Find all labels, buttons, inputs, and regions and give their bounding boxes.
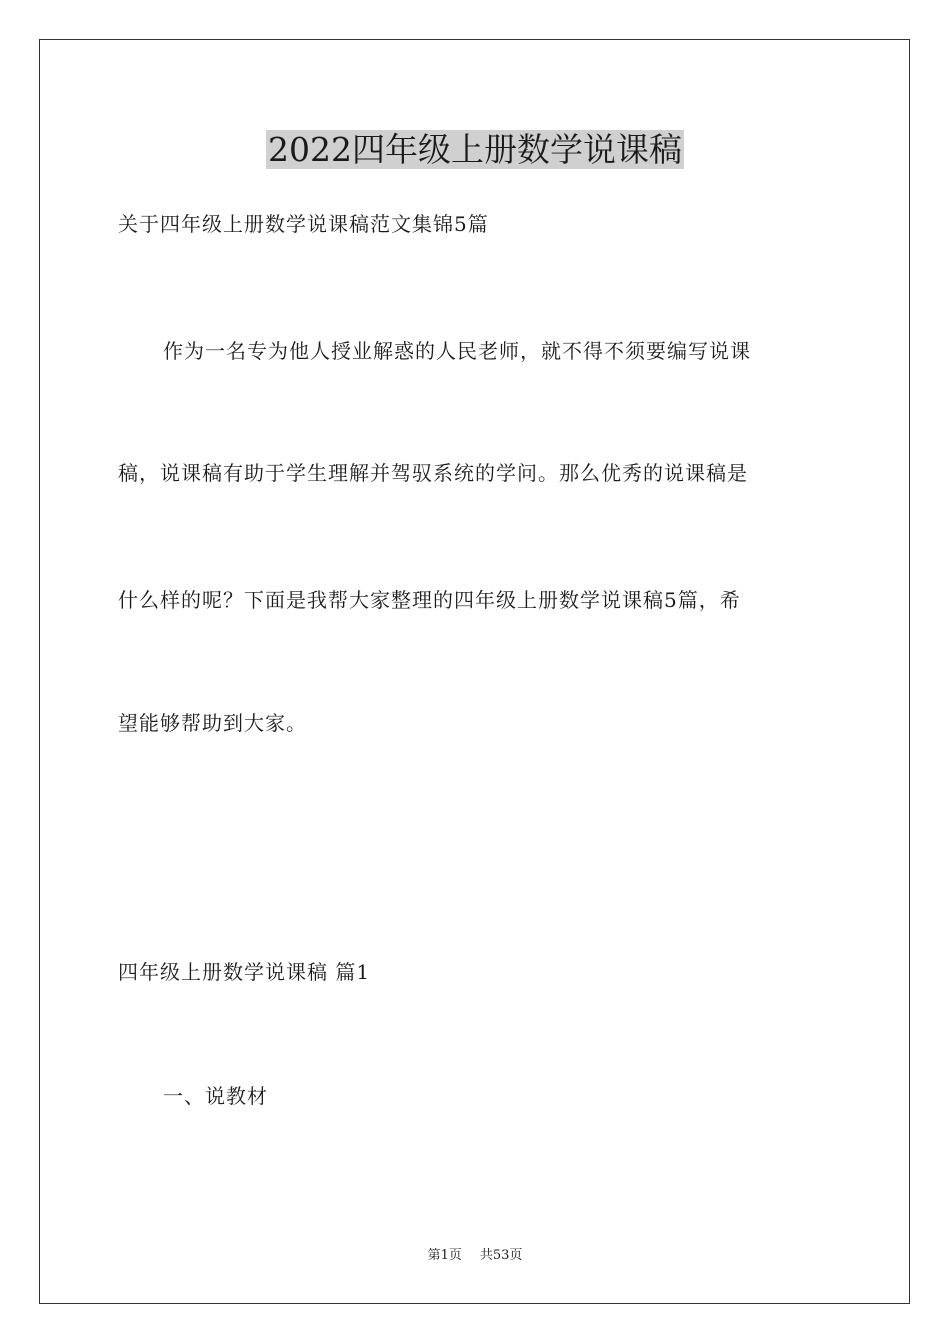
intro-paragraph-line: 什么样的呢？下面是我帮大家整理的四年级上册数学说课稿5篇，希 bbox=[118, 588, 741, 612]
page-footer bbox=[0, 1247, 950, 1265]
intro-paragraph-line: 稿，说课稿有助于学生理解并驾驭系统的学问。那么优秀的说课稿是 bbox=[118, 461, 748, 485]
intro-paragraph-line: 作为一名专为他人授业解惑的人民老师，就不得不须要编写说课 bbox=[163, 339, 751, 363]
subsection-heading: 一、说教材 bbox=[163, 1084, 268, 1108]
intro-paragraph-line: 望能够帮助到大家。 bbox=[118, 711, 307, 735]
page-total: 共53页 bbox=[479, 1248, 523, 1263]
page-number: 第1页 bbox=[427, 1248, 462, 1263]
section-heading: 四年级上册数学说课稿 篇1 bbox=[118, 960, 371, 984]
document-subtitle: 关于四年级上册数学说课稿范文集锦5篇 bbox=[118, 212, 489, 236]
document-title-text: 2022四年级上册数学说课稿 bbox=[268, 130, 682, 169]
document-title bbox=[0, 128, 950, 172]
